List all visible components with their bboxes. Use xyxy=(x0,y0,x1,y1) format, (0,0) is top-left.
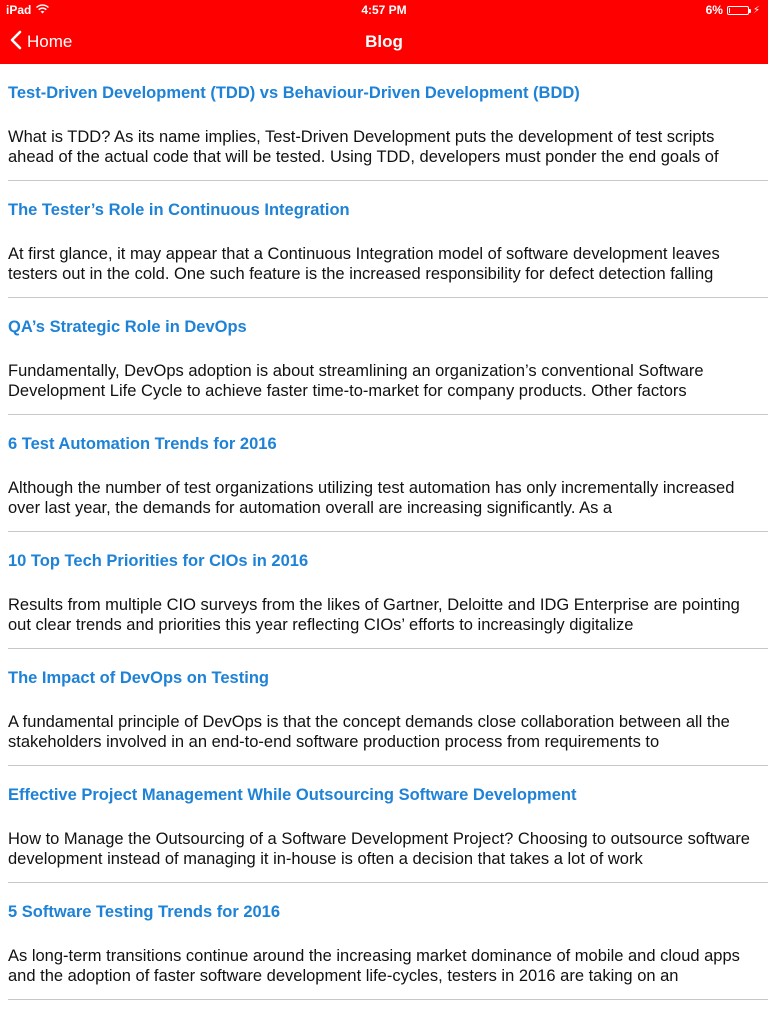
blog-post-item[interactable] xyxy=(0,298,768,415)
back-button-label: Home xyxy=(27,32,73,51)
blog-post-title[interactable]: The Impact of DevOps on Testing xyxy=(8,669,269,687)
blog-post-item[interactable] xyxy=(0,415,768,532)
status-time: 4:57 PM xyxy=(361,3,407,17)
back-button[interactable] xyxy=(10,20,72,64)
blog-post-title[interactable]: Effective Project Management While Outsourcing Software Development xyxy=(8,786,577,804)
blog-post-excerpt: Although the number of test organizations utilizing test automation has only incrementally increased over last year, the demands for automation overall are increasing significantly. As a xyxy=(8,479,735,517)
blog-post-item[interactable] xyxy=(0,532,768,649)
page-title: Blog xyxy=(365,32,403,51)
battery-percent: 6% xyxy=(705,3,723,17)
status-right xyxy=(706,3,760,17)
blog-post-title[interactable]: QA’s Strategic Role in DevOps xyxy=(8,318,247,336)
battery-icon xyxy=(727,6,749,15)
battery-fill xyxy=(729,8,730,13)
chevron-left-icon xyxy=(10,30,22,55)
divider xyxy=(8,999,768,1000)
status-bar xyxy=(0,0,768,20)
blog-post-title[interactable]: 10 Top Tech Priorities for CIOs in 2016 xyxy=(8,552,309,570)
blog-post-item[interactable] xyxy=(0,766,768,883)
blog-post-excerpt: At first glance, it may appear that a Continuous Integration model of software development leaves testers out in the cold. One such feature is the increased responsibility for defect detection falling xyxy=(8,245,720,283)
blog-post-item[interactable] xyxy=(0,649,768,766)
blog-post-item[interactable] xyxy=(0,64,768,181)
blog-post-excerpt: As long-term transitions continue around the increasing market dominance of mobile and cloud apps and the adoption of faster software development life-cycles, testers in 2016 are taking on an xyxy=(8,947,740,985)
blog-post-title[interactable]: The Tester’s Role in Continuous Integration xyxy=(8,201,350,219)
blog-post-title[interactable]: Test-Driven Development (TDD) vs Behaviour-Driven Development (BDD) xyxy=(8,84,580,102)
blog-post-item[interactable] xyxy=(0,181,768,298)
blog-post-excerpt: Results from multiple CIO surveys from the likes of Gartner, Deloitte and IDG Enterprise are pointing out clear trends and priorities this year reflecting CIOs’ efforts to increasingly digitalize xyxy=(8,596,740,634)
blog-post-item[interactable] xyxy=(0,883,768,1000)
charging-icon: ⚡ xyxy=(752,4,760,16)
navigation-bar xyxy=(0,20,768,64)
blog-post-excerpt: How to Manage the Outsourcing of a Software Development Project? Choosing to outsource software development instead of managing it in-house is often a decision that takes a lot of work xyxy=(8,830,750,868)
blog-post-list xyxy=(0,64,768,1000)
blog-post-title[interactable]: 6 Test Automation Trends for 2016 xyxy=(8,435,277,453)
blog-post-excerpt: Fundamentally, DevOps adoption is about streamlining an organization’s conventional Software Development Life Cycle to achieve faster time-to-market for company products. Other factors xyxy=(8,362,704,400)
blog-post-title[interactable]: 5 Software Testing Trends for 2016 xyxy=(8,903,281,921)
device-label: iPad xyxy=(6,3,32,17)
app-header xyxy=(0,0,768,64)
blog-post-excerpt: A fundamental principle of DevOps is that the concept demands close collaboration between all the stakeholders involved in an end-to-end software production process from requirements to xyxy=(8,713,730,751)
blog-post-excerpt: What is TDD? As its name implies, Test-Driven Development puts the development of test scripts ahead of the actual code that will be tested. Using TDD, developers must ponder the end goals of xyxy=(8,128,719,166)
